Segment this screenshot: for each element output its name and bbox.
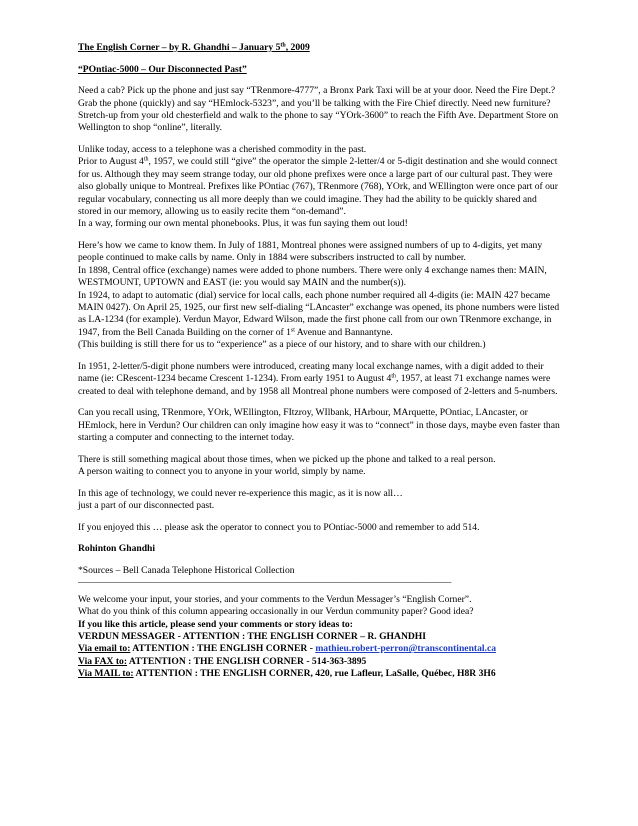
history-line-2: In 1898, Central office (exchange) names were added to phone numbers. There were only 4 exchange names then: MAIN, WESTMOUNT, UPTOWN and EAST (ie: you would say MAIN and the number(s)). [78, 264, 547, 289]
footer-mail-line [78, 668, 560, 680]
exchange-text-end: , 1957, at least 71 exchange names were created to deal with telephone demand, and by 1958 all Montreal phone numbers were composed of 2-letters and 5-numbers. [78, 373, 558, 397]
exchange-paragraph [78, 361, 560, 398]
article-page [78, 42, 560, 681]
email-link[interactable]: mathieu.robert-perron@transcontinental.ca [315, 643, 497, 655]
mail-address-text: ATTENTION : THE ENGLISH CORNER, 420, rue Lafleur, LaSalle, Québec, H8R 3H6 [133, 668, 496, 680]
history-line-3-end: Avenue and Bannantyne. [294, 326, 393, 338]
footer-instruction-line: If you like this article, please send your comments or story ideas to: [78, 618, 353, 630]
history-paragraph [78, 240, 560, 352]
footer-messager-line: VERDUN MESSAGER - ATTENTION : THE ENGLISH CORNER – R. GHANDHI [78, 630, 427, 642]
article-subtitle: “POntiac-5000 – Our Disconnected Past” [78, 63, 247, 75]
history-line-4: (This building is still there for us to “experience” as a piece of our history, and to share with our children.) [78, 339, 486, 351]
fax-text: ATTENTION : THE ENGLISH CORNER - 514-363-3895 [127, 655, 367, 667]
commodity-line-2-start: Prior to August 4 [78, 156, 144, 168]
email-label: Via email to: [78, 643, 131, 655]
commodity-ordinal: th [143, 156, 149, 163]
author-name: Rohinton Ghandhi [78, 543, 156, 555]
magic-line-1: There is still something magical about those times, when we picked up the phone and talked to a real person. [78, 453, 496, 465]
history-ordinal: st [290, 327, 295, 334]
exchange-text-start: In 1951, 2-letter/5-digit phone numbers were introduced, creating many local exchange names, with a digit added to their name (ie: CRescent-1234 became Crescent 1-1234). From early 1951 to August 4 [78, 360, 544, 385]
title-ordinal: th [280, 42, 286, 49]
exchange-ordinal: th [391, 373, 396, 380]
intro-paragraph: Need a cab? Pick up the phone and just say “TRenmore-4777”, a Bronx Park Taxi will be at your door. Need the Fire Dept.? Grab the phone (quickly) and say “HEmlock-5323”, and you’ll be talking with the Fire Chief directly. Need new furniture? Stretch-up from your old chesterfield and walk to the phone to say “YOrk-3600” to reach the Fifth Ave. Department Store on Wellington to shop “online”, literally. [78, 85, 559, 134]
mail-label: Via MAIL to: [78, 668, 134, 680]
footer-fax-line [78, 656, 560, 668]
technology-paragraph [78, 488, 560, 513]
commodity-paragraph [78, 144, 560, 231]
commodity-line-1: Unlike today, access to a telephone was a cherished commodity in the past. [78, 144, 367, 155]
article-title [78, 42, 560, 54]
sources-line: *Sources – Bell Canada Telephone Historical Collection [78, 564, 295, 576]
history-line-3-start: In 1924, to adapt to automatic (dial) service for local calls, each phone number required all 4-digits (ie: MAIN 427 became MAIN 0427). On April 25, 1925, our first new self-dialing “LAncaster” exchange was opened, its phone numbers were listed as LA-1234 (for example). Verdun Mayor, Edward Wilson, made the first phone call from our own TRenmore exchange, in 1947, from the Bell Canada Building on the corner of 1 [78, 289, 560, 338]
history-line-1: Here’s how we came to know them. In July of 1881, Montreal phones were assigned numbers of up to 4-digits, yet many people continued to make calls by name. Only in 1884 were subscribers instructed to call by number. [78, 240, 543, 264]
footer-email-line [78, 643, 560, 655]
footer-welcome-line: We welcome your input, your stories, and your comments to the Verdun Messager’s “English Corner”. [78, 593, 472, 605]
article-title-text: The English Corner – by R. Ghandhi – January 5 [78, 42, 281, 53]
recall-paragraph: Can you recall using, TRenmore, YOrk, WEllington, FItzroy, WIlbank, HArbour, MArquette, POntiac, LAncaster, or HEmlock, here in Verdun? Our children can only imagine how easy it was to “connect” in those days, maybe even faster than starting a computer and connecting to the internet today. [78, 407, 560, 444]
contact-footer [78, 594, 560, 681]
magic-line-2: A person waiting to connect you to anyone in your world, simply by name. [78, 466, 366, 478]
technology-line-1: In this age of technology, we could never re-experience this magic, as it is now all… [78, 487, 403, 499]
closing-paragraph: If you enjoyed this … please ask the operator to connect you to POntiac-5000 and remember to add 514. [78, 521, 480, 533]
footer-question-line: What do you think of this column appearing occasionally in our Verdun community paper? Good idea? [78, 606, 474, 618]
fax-label: Via FAX to: [78, 655, 128, 667]
sources-block [78, 565, 560, 590]
commodity-line-2-end: , 1957, we could still “give” the operator the simple 2-letter/4 or 5-digit destination and she would connect for us. Although they may seem strange today, our old phone prefixes were once a large part of our cultural past. They were also globally unique to Montreal. Prefixes like POntiac (767), TRenmore (768), YOrk, and WEllington were once part of our regular vocabulary, connecting us all more deeply than we could imagine. They had the ability to be quickly shared and stored in our memory, allowing us to easily recite them “on-demand”. [78, 156, 558, 218]
article-title-year: , 2009 [285, 42, 310, 53]
commodity-line-3: In a way, forming our own mental phonebooks. Plus, it was fun saying them out loud! [78, 218, 408, 230]
divider-rule: ————————————————————————————————————————— [78, 577, 451, 589]
technology-line-2: just a part of our disconnected past. [78, 500, 215, 512]
magic-paragraph [78, 454, 560, 479]
email-attention-text: ATTENTION : THE ENGLISH CORNER - [130, 643, 316, 655]
